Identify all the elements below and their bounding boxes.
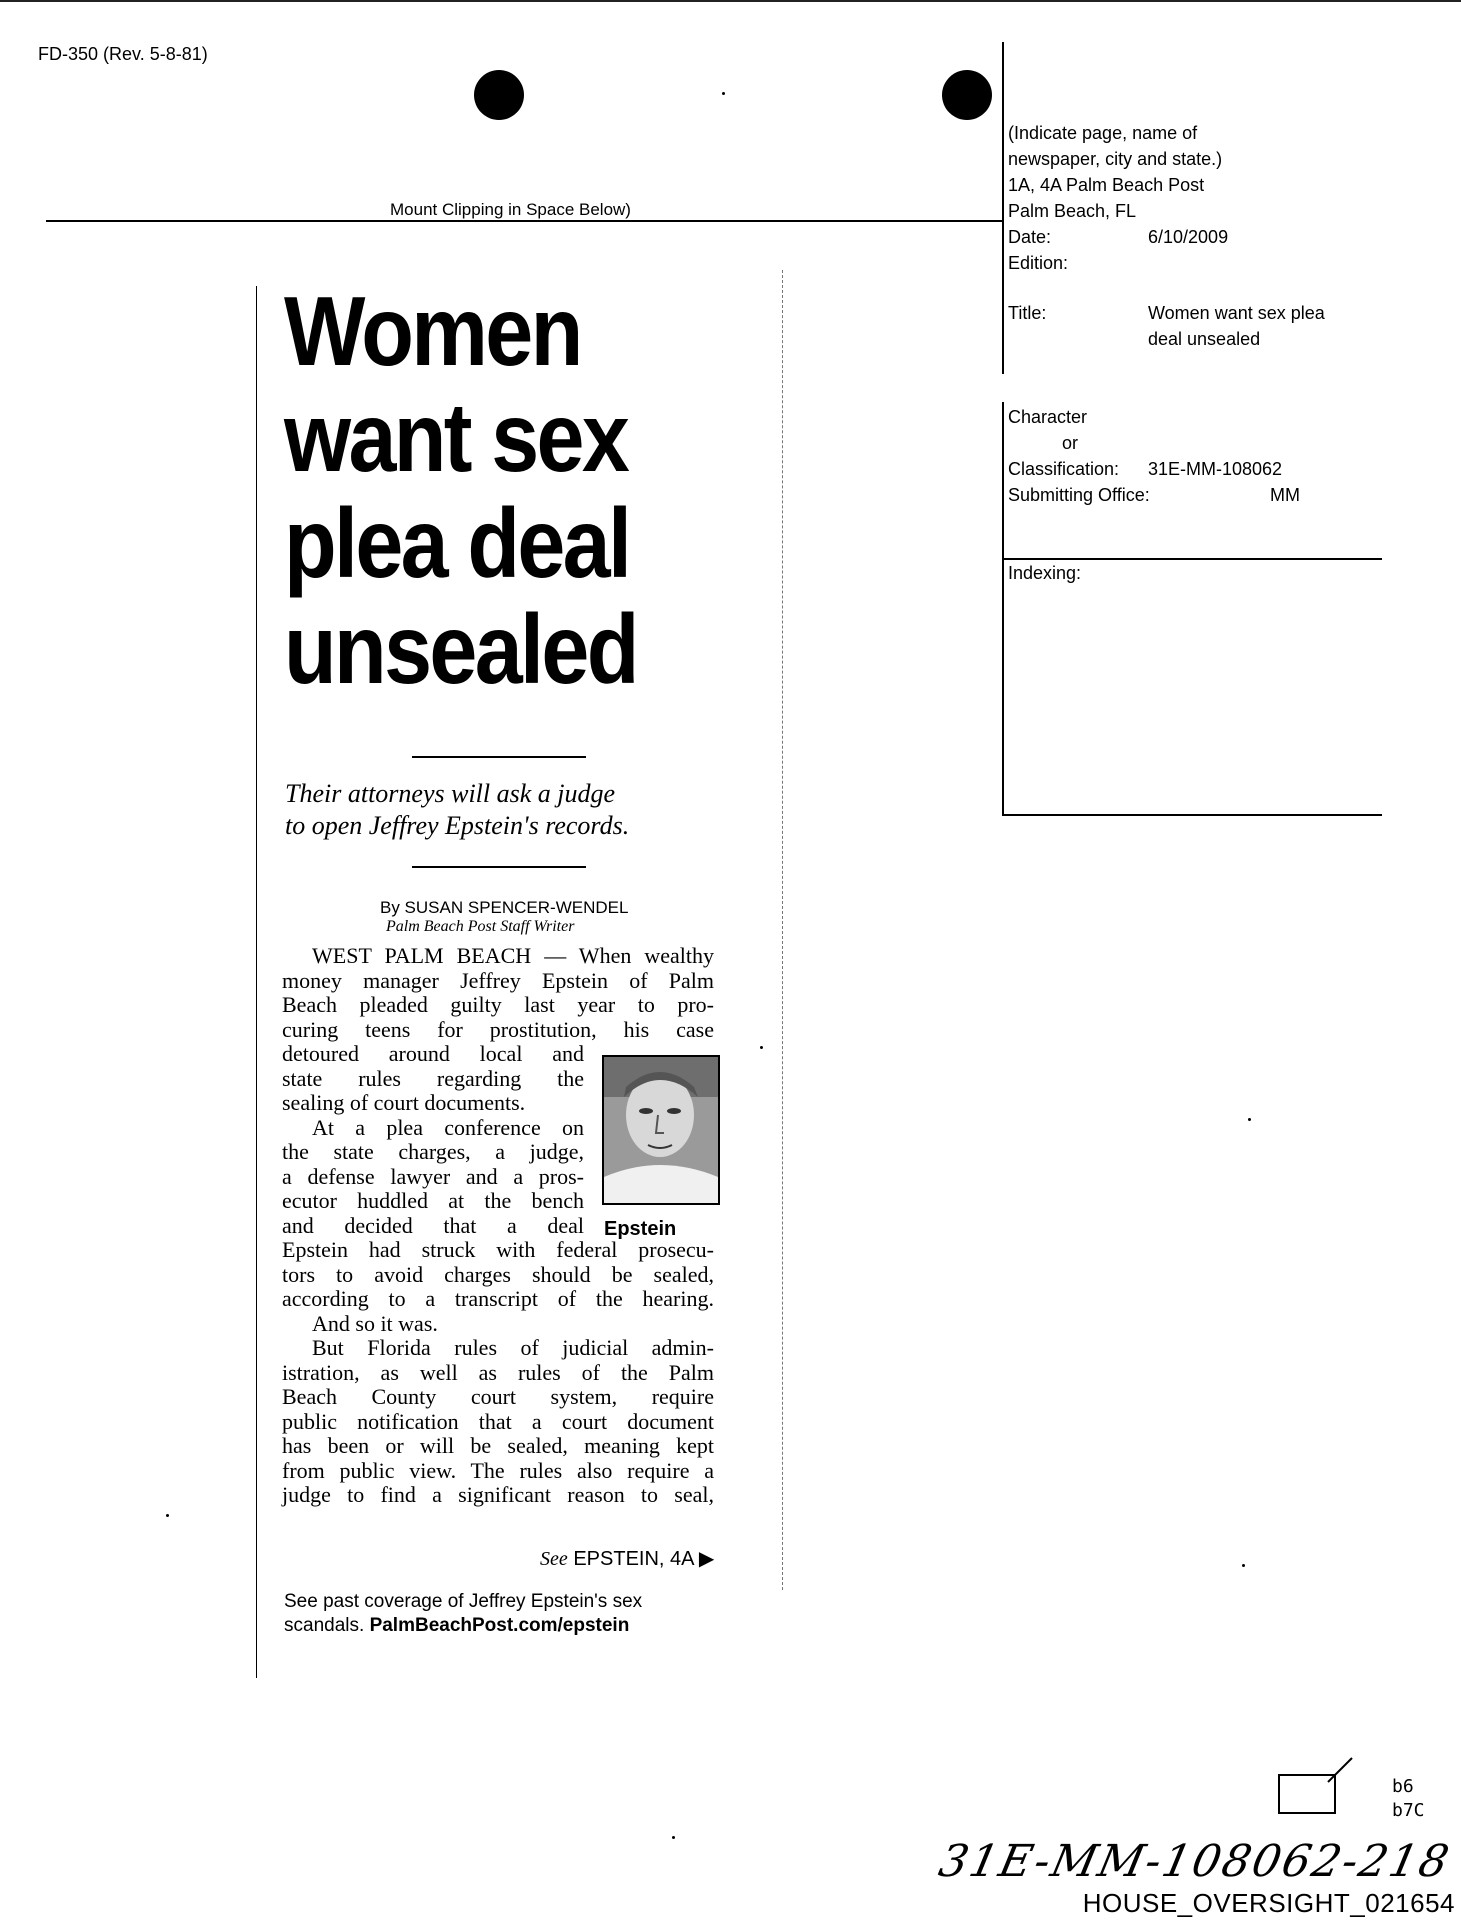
body-line: detoured around local and [282, 1041, 584, 1066]
submitting-office-label: Submitting Office: [1008, 485, 1150, 505]
title-value-line-2: deal unsealed [1148, 329, 1261, 349]
headline-line-3: plea deal [284, 488, 630, 598]
body-line: Beach pleaded guilty last year to pro- [282, 992, 714, 1017]
date-value: 6/10/2009 [1148, 227, 1229, 247]
past-coverage-line-2 [284, 1614, 642, 1638]
deck-line-1: Their attorneys will ask a judge [285, 779, 616, 808]
punch-hole-right [942, 70, 992, 120]
body-line: ecutor huddled at the bench [282, 1188, 584, 1213]
body-line: WEST PALM BEACH — When wealthy [312, 943, 714, 968]
title-row [1008, 300, 1378, 352]
title-label: Title: [1008, 303, 1047, 323]
clipping-left-edge [256, 286, 257, 1678]
see-word: See [540, 1548, 568, 1570]
headline-line-4: unsealed [284, 594, 637, 704]
photo-caption: Epstein [604, 1218, 677, 1240]
deck [285, 778, 705, 842]
edition-label: Edition: [1008, 253, 1069, 273]
page-and-paper: 1A, 4A Palm Beach Post [1008, 175, 1205, 195]
narrow-paragraph [282, 1042, 584, 1238]
epstein-photo [602, 1055, 720, 1205]
body-line: the state charges, a judge, [282, 1139, 584, 1164]
mount-divider-line [46, 220, 1002, 222]
info-panel-bottom-divider [1002, 402, 1004, 816]
body-line: tors to avoid charges should be sealed, [282, 1261, 714, 1287]
headline-line-2: want sex [284, 382, 628, 492]
body-line: a defense lawyer and a pros- [282, 1163, 584, 1189]
deck-rule-bottom [412, 866, 586, 868]
form-number: FD-350 (Rev. 5-8-81) [38, 44, 208, 64]
scan-speck [760, 1046, 763, 1049]
mount-clipping-label: Mount Clipping in Space Below) [390, 200, 631, 219]
lead-paragraph [282, 944, 714, 1042]
clipping-right-edge [782, 270, 784, 1590]
headline [284, 278, 689, 702]
body-line: curing teens for prostitution, his case [282, 1016, 714, 1042]
classification-value: 31E-MM-108062 [1148, 459, 1283, 479]
body-line: from public view. The rules also require a [282, 1457, 714, 1483]
body-line: Beach County court system, require [282, 1384, 714, 1409]
indicate-instruction-1: (Indicate page, name of [1008, 123, 1198, 143]
date-row [1008, 224, 1378, 250]
check-mark-icon [1326, 1756, 1356, 1786]
character-label: Character [1008, 407, 1088, 427]
submitting-office-row [1008, 482, 1378, 508]
deck-line-2: to open Jeffrey Epstein's records. [285, 811, 630, 840]
body-line: Epstein had struck with federal prosecu- [282, 1237, 714, 1262]
scan-speck [1242, 1564, 1245, 1567]
body-line: has been or will be sealed, meaning kept [282, 1433, 714, 1458]
page-top-border [0, 0, 1461, 2]
scan-speck [166, 1514, 169, 1517]
body-line: state rules regarding the [282, 1065, 584, 1091]
classification-row [1008, 456, 1378, 482]
jump-target: EPSTEIN, 4A ▶ [573, 1548, 715, 1570]
punch-hole-left [474, 70, 524, 120]
past-coverage-prefix: scandals. [284, 1615, 365, 1636]
deck-rule-top [412, 756, 586, 758]
city-state: Palm Beach, FL [1008, 201, 1137, 221]
jump-reference [540, 1546, 714, 1571]
exemption-b7c: b7C [1392, 1800, 1425, 1821]
body-line: money manager Jeffrey Epstein of Palm [282, 967, 714, 993]
body-line: according to a transcript of the hearing. [282, 1286, 714, 1311]
indicate-instruction-2: newspaper, city and state.) [1008, 149, 1223, 169]
body-line: istration, as well as rules of the Palm [282, 1359, 714, 1385]
newspaper-info-block [1008, 120, 1378, 352]
byline-role: Palm Beach Post Staff Writer [386, 918, 575, 935]
submitting-office-value: MM [1270, 485, 1300, 505]
portrait-image [604, 1057, 718, 1203]
scan-speck [722, 92, 725, 95]
byline: By SUSAN SPENCER-WENDEL [380, 898, 629, 917]
past-coverage-link: PalmBeachPost.com/epstein [369, 1615, 630, 1636]
body-line: At a plea conference on [312, 1114, 584, 1140]
classification-label: Classification: [1008, 459, 1120, 479]
past-coverage-note [284, 1590, 642, 1638]
or-label: or [1062, 433, 1079, 453]
headline-line-1: Women [284, 276, 581, 386]
body-line: And so it was. [312, 1310, 438, 1336]
body-line: and decided that a deal [282, 1212, 584, 1238]
past-coverage-line-1: See past coverage of Jeffrey Epstein's sex [284, 1591, 643, 1612]
body-line: judge to find a significant reason to seal, [282, 1482, 714, 1507]
handwritten-file-number: 31E-MM-108062-218 [934, 1836, 1455, 1887]
info-panel-top-divider [1002, 42, 1004, 374]
body-line: But Florida rules of judicial admin- [312, 1335, 714, 1360]
indexing-label: Indexing: [1008, 563, 1082, 583]
body-line: public notification that a court document [282, 1408, 714, 1434]
scan-speck [1248, 1118, 1251, 1121]
classification-block [1008, 404, 1378, 508]
rest-paragraphs [282, 1238, 714, 1508]
scan-speck [672, 1836, 675, 1839]
title-value-line-1: Women want sex plea [1148, 303, 1325, 323]
body-line: sealing of court documents. [282, 1090, 526, 1115]
bates-number: HOUSE_OVERSIGHT_021654 [1082, 1888, 1455, 1918]
title-value [1148, 300, 1325, 352]
exemption-b6: b6 [1392, 1776, 1414, 1797]
date-label: Date: [1008, 227, 1052, 247]
info-panel-bottom-line [1002, 814, 1382, 816]
